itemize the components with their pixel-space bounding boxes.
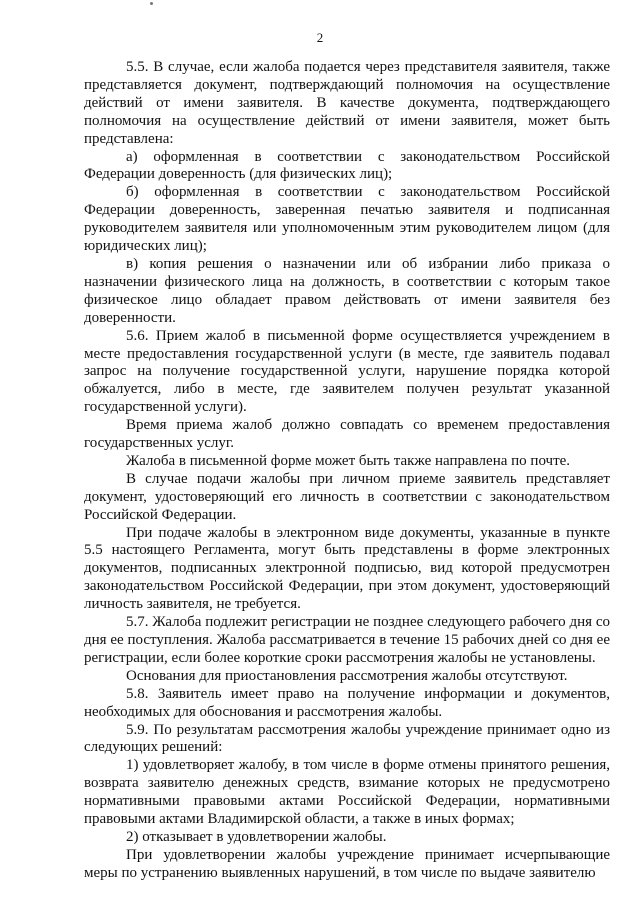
document-body: [84, 59, 610, 883]
paragraph-personal-reception: В случае подачи жалобы при личном приеме заявитель представляет документ, удостоверяющий его личность в соответствии с законодательством Российской Федерации.: [84, 470, 610, 523]
paragraph-item-b: б) оформленная в соответствии с законодательством Российской Федерации доверенность, заверенная печатью заявителя и подписанная руководителем заявителя или уполномоченным этим руководителем лицом (для юридических лиц);: [84, 184, 610, 255]
scan-speck: [150, 2, 153, 5]
paragraph-decision-2: 2) отказывает в удовлетворении жалобы.: [126, 828, 387, 845]
paragraph-decision-1: 1) удовлетворяет жалобу, в том числе в форме отмены принятого решения, возврата заявителю денежных средств, взимание которых не предусмотрено нормативными правовыми актами Российской Федерации, нормативными правовыми актами Владимирской области, а также в иных формах;: [84, 757, 610, 828]
paragraph-5-5: 5.5. В случае, если жалоба подается через представителя заявителя, также представляется документ, подтверждающий полномочия на осуществление действий от имени заявителя. В качестве документа, подтверждающего полномочия на осуществление действий от имени заявителя, может быть представлена:: [84, 59, 610, 147]
paragraph-item-v: в) копия решения о назначении или об избрании либо приказа о назначении физического лица на должность, в соответствии с которым такое физическое лицо обладает правом действовать от имени заявителя без доверенности.: [84, 255, 610, 326]
paragraph-satisfaction-measures: При удовлетворении жалобы учреждение принимает исчерпывающие меры по устранению выявленных нарушений, в том числе по выдаче заявителю: [84, 846, 610, 881]
page-number: 2: [316, 30, 324, 45]
paragraph-5-9: 5.9. По результатам рассмотрения жалобы учреждение принимает одно из следующих решений:: [84, 721, 610, 756]
paragraph-by-mail: Жалоба в письменной форме может быть также направлена по почте.: [126, 452, 571, 469]
paragraph-5-7: 5.7. Жалоба подлежит регистрации не позднее следующего рабочего дня со дня ее поступления. Жалоба рассматривается в течение 15 рабочих дней со дня ее регистрации, если более короткие сроки рассмотрения жалобы не установлены.: [84, 614, 610, 666]
paragraph-5-8: 5.8. Заявитель имеет право на получение информации и документов, необходимых для обоснования и рассмотрения жалобы.: [84, 685, 610, 720]
paragraph-5-6: 5.6. Прием жалоб в письменной форме осуществляется учреждением в месте предоставления государственной услуги (в месте, где заявитель подавал запрос на получение государственной услуги, нарушение порядка которой обжалуется, либо в месте, где заявителем получен результат указанной государственной услуги).: [84, 327, 610, 416]
paragraph-electronic-submission: При подаче жалобы в электронном виде документы, указанные в пункте 5.5 настоящего Регламента, могут быть представлены в форме электронных документов, подписанных электронной подписью, вид которой предусмотрен законодательством Российской Федерации, при этом документ, удостоверяющий личность заявителя, не требуется.: [84, 524, 610, 613]
paragraph-reception-time: Время приема жалоб должно совпадать со временем предоставления государственных услуг.: [84, 417, 610, 452]
paragraph-no-suspension: Основания для приостановления рассмотрения жалобы отсутствуют.: [126, 667, 568, 684]
paragraph-item-a: а) оформленная в соответствии с законодательством Российской Федерации доверенность (для физических лиц);: [84, 148, 610, 183]
